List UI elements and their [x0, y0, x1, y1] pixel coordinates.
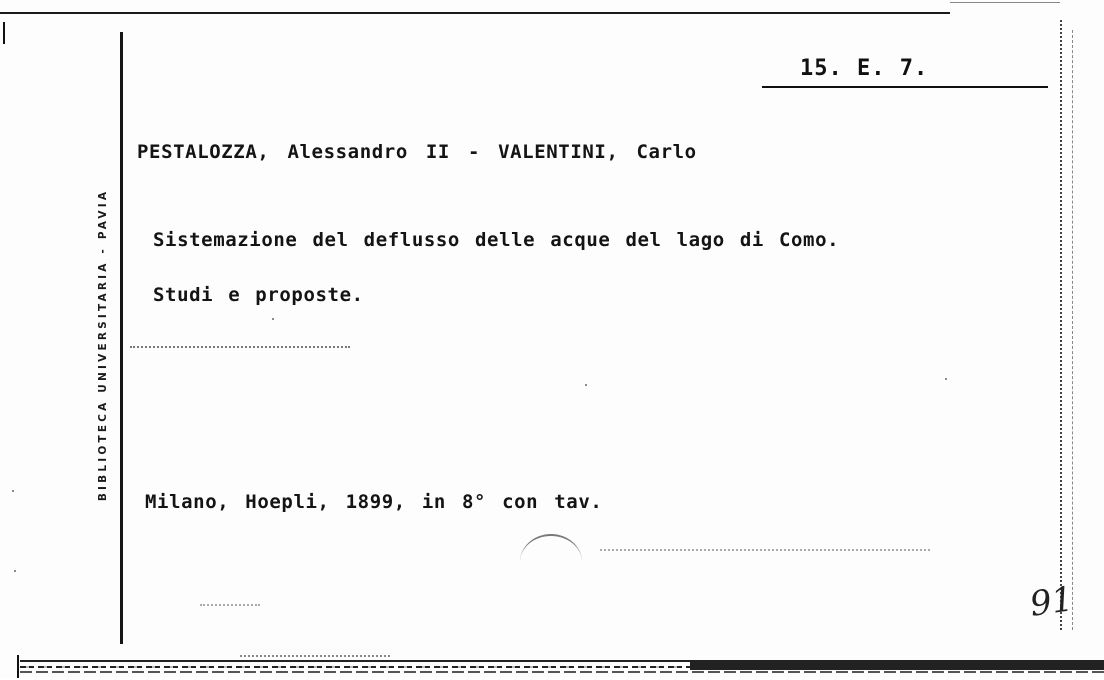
card-right-edge-inner [1072, 30, 1073, 630]
faint-dotted-rule-lower [200, 604, 260, 606]
title-line-2: Studi e proposte. [153, 284, 364, 306]
card-right-edge [1060, 20, 1062, 630]
dotted-divider [130, 346, 350, 348]
faint-dotted-rule-bottom [240, 655, 390, 657]
scan-speck [12, 490, 14, 492]
margin-rule [120, 32, 123, 644]
scan-speck [585, 384, 587, 386]
card-top-border [0, 12, 950, 14]
card-bottom-left-tick [17, 655, 19, 678]
scan-speck [945, 378, 947, 380]
handwritten-note: 91 [1027, 579, 1076, 625]
call-number: 15. E. 7. [800, 56, 929, 81]
imprint-line: Milano, Hoepli, 1899, in 8° con tav. [145, 491, 603, 513]
scan-speck [14, 570, 16, 572]
scan-speck [272, 318, 274, 320]
card-left-edge [3, 22, 5, 44]
faint-dotted-rule [600, 549, 930, 551]
author-line: PESTALOZZA, Alessandro II - VALENTINI, Carlo [137, 141, 697, 163]
call-number-underline [762, 86, 1048, 88]
title-line-1: Sistemazione del deflusso delle acque del lago di Como. [153, 229, 840, 251]
library-stamp: BIBLIOTECA UNIVERSITARIA - PAVIA [97, 188, 109, 502]
ink-smudge [520, 534, 582, 590]
card-bottom-border-dark [690, 660, 1104, 670]
card-top-border-fragment [950, 2, 1060, 3]
